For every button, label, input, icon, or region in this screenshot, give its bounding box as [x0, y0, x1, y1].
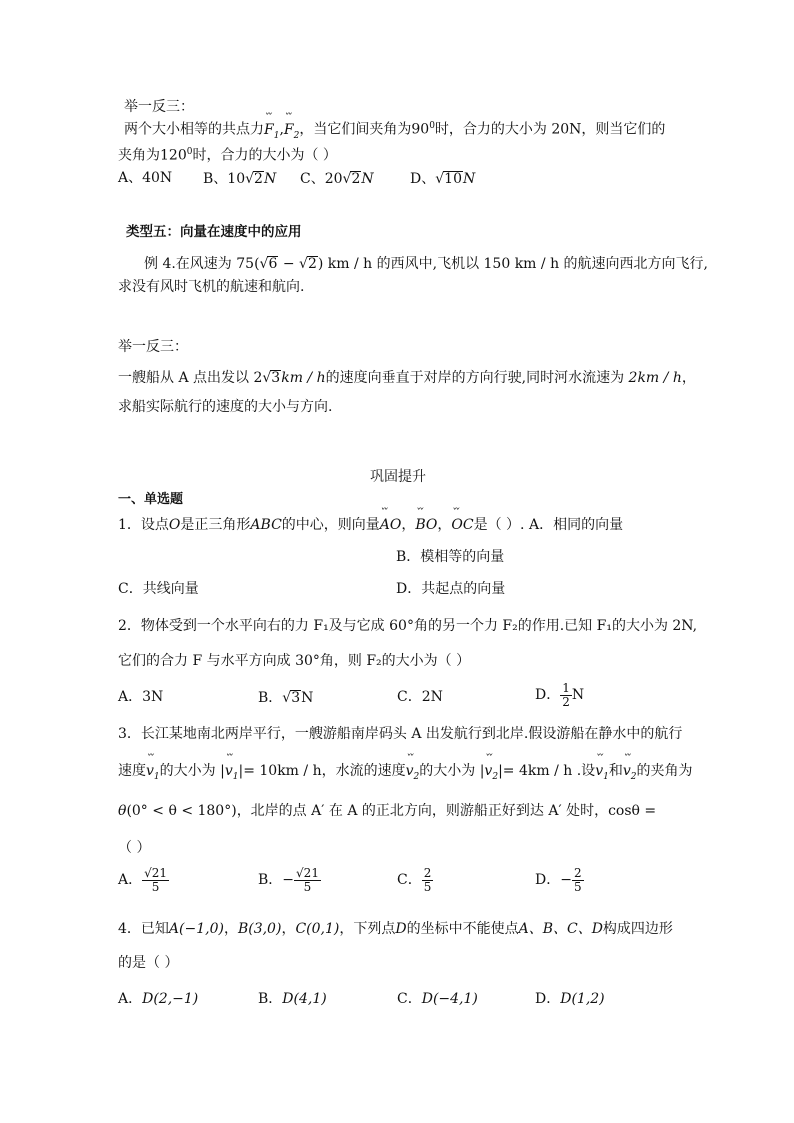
q1-option-b: B．模相等的向量 [396, 549, 505, 565]
q1-line1: 1．设点O是正三角形ABC的中心，则向量ˇˇ AO，ˇˇ BO，ˇˇ OC是（ ）. A．相同的向量 [118, 518, 623, 532]
q3-line3: θ(0° < θ < 180°)，北岸的点 A′ 在 A 的正北方向，则游船正好到达 A′ 处时，cosθ = [118, 803, 657, 819]
q1-option-c: C．共线向量 [118, 581, 199, 597]
q4-option-a: A．D(2,−1) [118, 991, 199, 1007]
q2-option-b: B．√3N [258, 690, 314, 706]
q3-option-a: A． $\frac{√21}{5}$ [118, 866, 168, 894]
v1-vector: ˇˇ $v_1$ [146, 764, 160, 782]
q4-option-c: C．D(−4,1) [397, 991, 478, 1007]
q1-option-d: D．共起点的向量 [396, 581, 506, 597]
q2-line1: 2．物体受到一个水平向右的力 F₁及与它成 60°角的另一个力 F₂的作用.已知 F₁的大小为 2N, [118, 618, 698, 634]
s1-heading: 举一反三： [124, 99, 194, 115]
q3-option-d: D．− $\frac{2}{5}$ [535, 866, 582, 894]
s1-option-d: D、√10N [410, 171, 476, 187]
q2-option-d: D． $\frac{1}{2}$ N [535, 681, 585, 709]
q4-option-d: D．D(1,2) [535, 991, 605, 1007]
s1-option-c: C、20√2N [300, 171, 374, 187]
s1-line2: 夹角为$120^0$时，合力的大小为（ ） [118, 147, 337, 164]
q3-option-c: C． $\frac{2}{5}$ [397, 866, 432, 894]
s1-option-b: B、10√2N [203, 171, 277, 187]
s3-line1: 一艘船从 A 点出发以 2√3km / h的速度向垂直于对岸的方向行驶,同时河水流速为 2km / h， [118, 370, 696, 386]
q3-option-b: B．− $\frac{√21}{5}$ [258, 866, 319, 894]
s1-option-a: A、40N [118, 170, 173, 186]
s3-heading: 举一反三： [118, 339, 188, 355]
s2-line1: 例 4.在风速为 75(√6 − √2) km / h 的西风中,飞机以 150 km / h 的航速向西北方向飞行, [144, 256, 708, 272]
section-single-choice: 一、单选题 [118, 492, 184, 507]
q2-line2: 它们的合力 F 与水平方向成 30°角，则 F₂的大小为（ ） [118, 653, 471, 669]
q4-line1: 4．已知A(−1,0)，B(3,0)，C(0,1)，下列点D的坐标中不能使点A、B、C、D构成四边形 [118, 921, 673, 937]
q3-paren: （ ） [118, 840, 151, 856]
s2-line2: 求没有风时飞机的航速和航向. [118, 279, 305, 295]
s2-heading: 类型五：向量在速度中的应用 [126, 224, 302, 240]
section-title: 巩固提升 [370, 469, 426, 485]
s1-line1: 两个大小相等的共点力ˇˇ $F_1,ˇˇ$ $F_2$，当它们间夹角为$90^0$时，合力的大小为 20N，则当它们的 [124, 122, 665, 140]
q2-option-a: A．3N [118, 689, 164, 705]
q3-line2: 速度ˇˇ $v_1$的大小为 |ˇˇ $v_1|= 10km / h$，水流的速度ˇˇ $v_2$的大小为 |ˇˇ $v_2|= 4km / h$ .设ˇˇ $v_1$和ˇˇ $v_2$的夹角为 [118, 764, 693, 782]
q4-option-b: B．D(4,1) [258, 991, 327, 1007]
q3-line1: 3．长江某地南北两岸平行，一艘游船南岸码头 A 出发航行到北岸.假设游船在静水中的航行 [118, 726, 683, 742]
q4-line2: 的是（ ） [118, 955, 179, 971]
q2-option-c: C．2N [397, 689, 443, 705]
s3-line2: 求船实际航行的速度的大小与方向. [118, 399, 333, 415]
